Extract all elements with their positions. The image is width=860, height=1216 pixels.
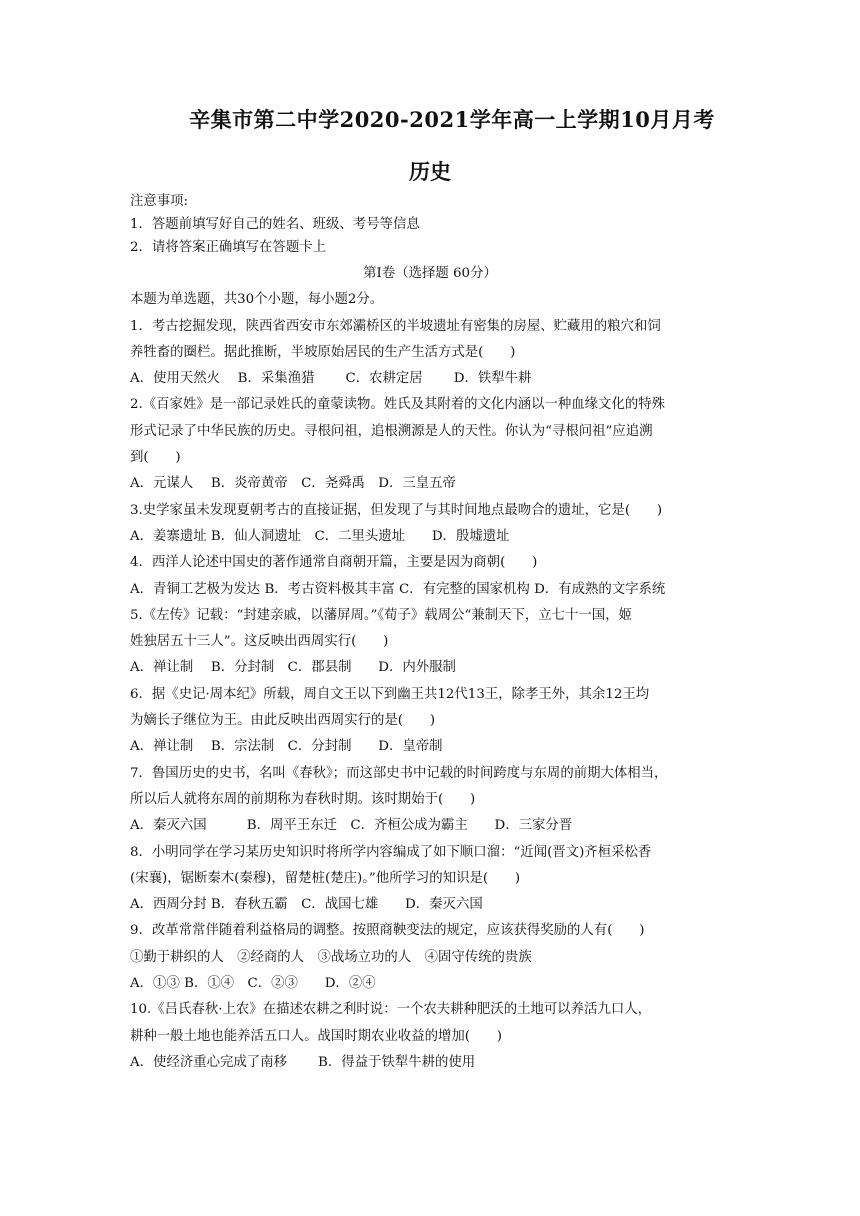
answer-options: A．使用天然火 B．采集渔猎 C．农耕定居 D．铁犁牛耕 (130, 371, 532, 387)
note-item: 1．答题前填写好自己的姓名、班级、考号等信息 (130, 217, 420, 232)
exam-title: 辛集市第二中学2020-2021学年高一上学期10月月考 (189, 107, 715, 132)
answer-options: A．秦灭六国 B．周平王东迁 C．齐桓公成为霸主 D．三家分晋 (130, 818, 573, 834)
subject-title: 历史 (409, 159, 451, 184)
question-text: 3.史学家虽未发现夏朝考古的直接证据，但发现了与其时间地点最吻合的遗址，它是( ) (130, 502, 663, 518)
question-text: 到( ) (130, 450, 181, 466)
notes-block (130, 190, 730, 259)
note-item: 2．请将答案正确填写在答题卡上 (130, 240, 326, 255)
question-text: 形式记录了中华民族的历史。寻根问祖，追根溯源是人的天性。你认为“寻根问祖”应追溯 (130, 423, 653, 439)
answer-options: A．姜寨遗址 B．仙人洞遗址 C．二里头遗址 D．殷墟遗址 (130, 528, 510, 544)
answer-options: A．禅让制 B．宗法制 C．分封制 D．皇帝制 (130, 739, 443, 755)
answer-options: A．元谋人 B．炎帝黄帝 C．尧舜禹 D．三皇五帝 (130, 476, 456, 492)
answer-options: A．使经济重心完成了南移 B．得益于铁犁牛耕的使用 (130, 1054, 476, 1070)
question-text: ①勤于耕织的人 ②经商的人 ③战场立功的人 ④固守传统的贵族 (130, 949, 532, 965)
answer-options: A．西周分封 B．春秋五霸 C．战国七雄 D．秦灭六国 (130, 897, 483, 913)
question-text: 8．小明同学在学习某历史知识时将所学内容编成了如下顺口溜：“近闻(晋文)齐桓采松香 (130, 844, 652, 860)
answer-options: A．青铜工艺极为发达 B．考古资料极其丰富 C．有完整的国家机构 D．有成熟的文字系统 (130, 581, 666, 597)
question-text: 7．鲁国历史的史书，名叫《春秋》；而这部史书中记载的时间跨度与东周的前期大体相当， (130, 765, 668, 781)
question-text: 姓独居五十三人”。这反映出西周实行( ) (130, 634, 389, 650)
question-text: 耕种一般土地也能养活五口人。战国时期农业收益的增加( ) (130, 1028, 502, 1044)
section-title: 第Ⅰ卷（选择题 60分） (363, 266, 497, 281)
question-text: 4．西洋人论述中国史的著作通常自商朝开篇，主要是因为商朝( ) (130, 555, 538, 571)
question-text: 所以后人就将东周的前期称为春秋时期。该时期始于( ) (130, 791, 476, 807)
question-text: 养牲畜的圈栏。据此推断，半坡原始居民的生产生活方式是( ) (130, 344, 516, 360)
notes-heading: 注意事项: (130, 194, 189, 209)
question-text: 2.《百家姓》是一部记录姓氏的童蒙读物。姓氏及其附着的文化内涵以一种血缘文化的特殊 (130, 397, 666, 413)
question-text: 为嫡长子继位为王。由此反映出西周实行的是( ) (130, 713, 436, 729)
question-text: 5.《左传》记载：“封建亲戚，以藩屏周。”《荀子》载周公“兼制天下，立七十一国，姬 (130, 607, 632, 623)
exam-body (130, 190, 730, 1076)
question-text: 10.《吕氏春秋·上农》在描述农耕之利时说：一个农夫耕种肥沃的土地可以养活九口人， (130, 1002, 652, 1018)
answer-options: A．①③ B．①④ C．②③ D．②④ (130, 976, 376, 992)
question-text: 1．考古挖掘发现，陕西省西安市东郊灞桥区的半坡遗址有密集的房屋、贮藏用的粮穴和饲 (130, 318, 661, 334)
answer-options: A．禅让制 B．分封制 C．郡县制 D．内外服制 (130, 660, 456, 676)
question-text: 6．据《史记·周本纪》所载，周自文王以下到幽王共12代13王，除孝王外，其余12王均 (130, 686, 650, 702)
question-text: 9．改革常常伴随着利益格局的调整。按照商鞅变法的规定，应该获得奖励的人有( ) (130, 923, 645, 939)
question-text: (宋襄)，锯断秦木(秦穆)，留楚桩(楚庄)。”他所学习的知识是( ) (130, 870, 521, 886)
section-instruction: 本题为单选题，共30个小题，每小题2分。 (130, 292, 384, 308)
